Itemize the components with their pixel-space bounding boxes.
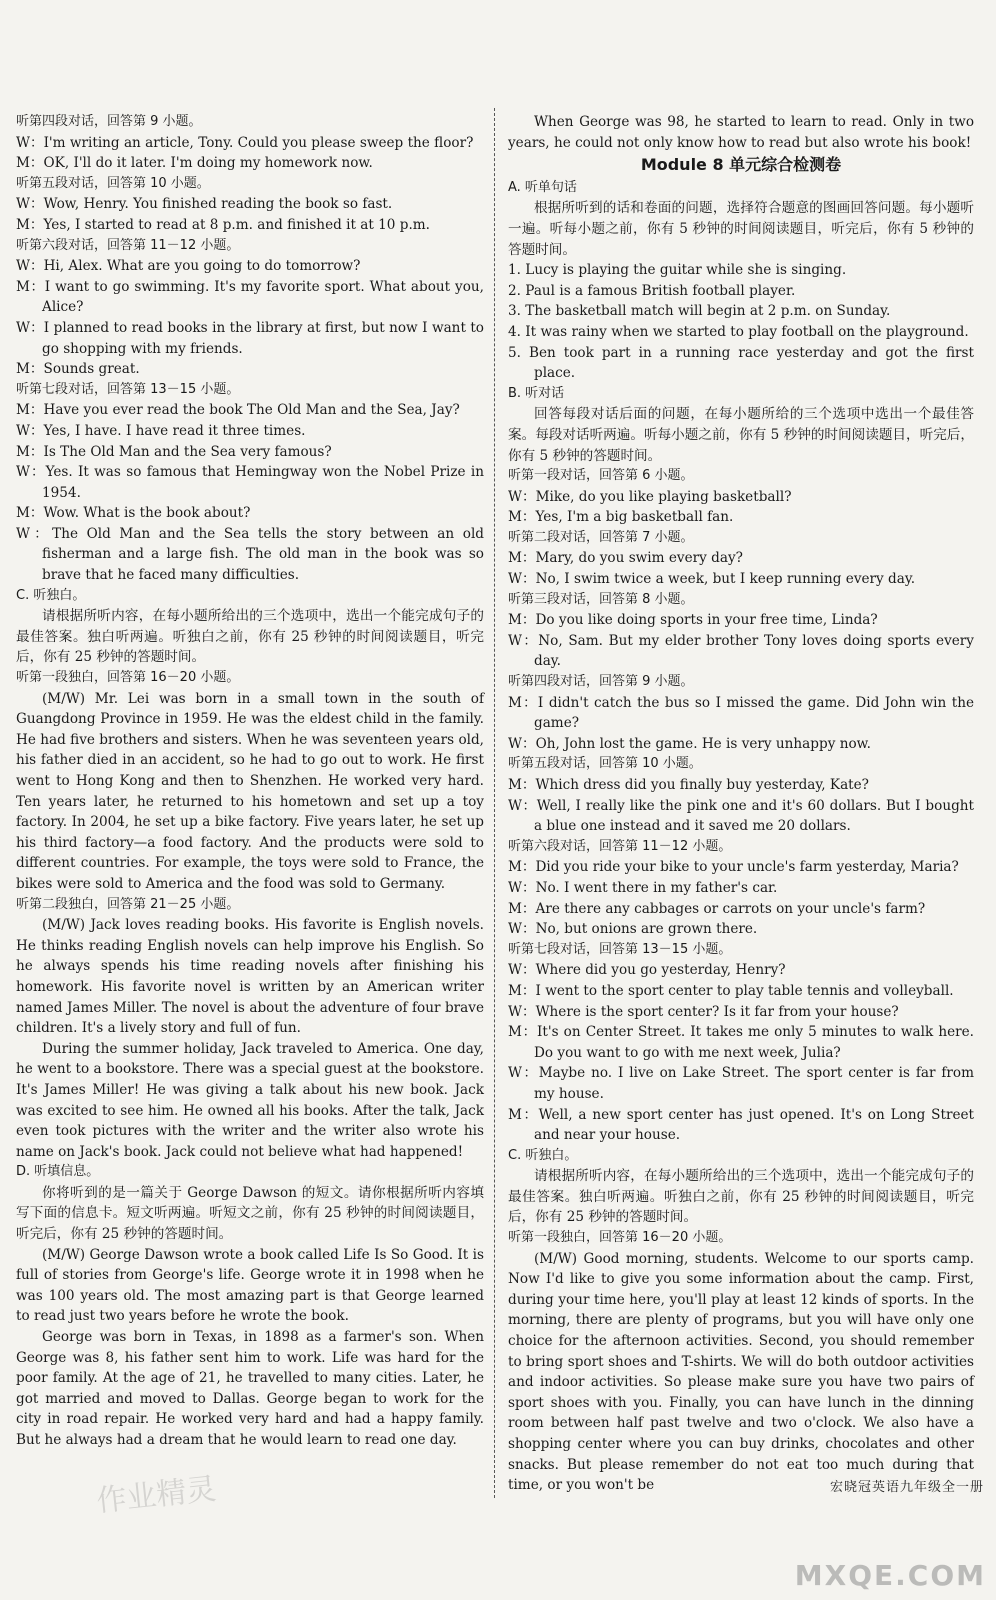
section-heading: 听第七段对话，回答第 13－15 小题。 [16, 381, 240, 397]
dialogue-line: W：Well, I really like the pink one and it's 60 dollars. But I bought a blue one instead and it saved me 20 dollars. [508, 797, 974, 835]
paragraph: 根据所听到的话和卷面的问题，选择符合题意的图画回答问题。每小题听一遍。听每小题之前，你有 5 秒钟的时间阅读题目，听完后，你有 5 秒钟的答题时间。 [508, 200, 974, 258]
section-heading: 听第一段对话，回答第 6 小题。 [508, 468, 694, 484]
dialogue-line: M：I want to go swimming. It's my favorite sport. What about you, Alice? [16, 278, 484, 316]
dialogue-line: M：It's on Center Street. It takes me only 5 minutes to walk here. Do you want to go with me next week, Julia? [508, 1024, 974, 1061]
dialogue-line: W：No. I went there in my father's car. [508, 879, 778, 896]
paragraph: 请根据所听内容，在每小题所给出的三个选项中，选出一个能完成句子的最佳答案。独白听两遍。听独白之前，你有 25 秒钟的时间阅读题目，听完后，你有 25 秒钟的答题时间。 [508, 1168, 974, 1226]
section-heading: 听第四段对话，回答第 9 小题。 [16, 114, 202, 129]
dialogue-line: M：OK, I'll do it later. I'm doing my homework now. [16, 155, 373, 172]
dialogue-line: 3. The basketball match will begin at 2 p.m. on Sunday. [508, 303, 891, 320]
dialogue-line: M：I went to the sport center to play table tennis and volleyball. [508, 982, 954, 999]
right-body [508, 178, 974, 1496]
paragraph: 你将听到的是一篇关于 George Dawson 的短文。请你根据所听内容填写下面的信息卡。短文听两遍。听短文之前，你有 25 秒钟的时间阅读题目，听完后，你有 25 秒钟的答题时间。 [16, 1184, 484, 1243]
dialogue-line: W：Yes, I have. I have read it three times. [16, 422, 306, 439]
section-heading: B. 听对话 [508, 385, 565, 401]
section-heading: 听第二段对话，回答第 7 小题。 [508, 529, 694, 545]
paragraph: (M/W) Mr. Lei was born in a small town in the south of Guangdong Province in 1959. He was the eldest child in the family. He had five brothers and sisters. When he was seventeen years old, his father died in an accident, so he had to go out to work. He first went to Hong Kong and then to Shenzhen. He worked very hard. Ten years later, he returned to his hometown and set up a toy factory. In 2004, he set up a bike factory. Five years later, he set up his third factory—a food factory. And the products were sold to different countries. For example, the toys were sold to France, the bikes were sold to America and the food was sold to Germany. [16, 690, 484, 892]
dialogue-line: M：Which dress did you finally buy yesterday, Kate? [508, 777, 869, 793]
dialogue-line: 5. Ben took part in a running race yesterday and got the first place. [508, 344, 974, 382]
dialogue-line: M：Mary, do you swim every day? [508, 550, 743, 567]
dialogue-line: 4. It was rainy when we started to play football on the playground. [508, 323, 969, 340]
paragraph: George was born in Texas, in 1898 as a farmer's son. When George was 8, his father sent him to work. Life was hard for the poor family. At the age of 21, he travelled to many cities. Later, he got married and moved to Dallas. George began to work for the city in road repair. He worked very hard and had a happy family. But he always had a dream that he would learn to read one day. [16, 1329, 484, 1448]
dialogue-line: M：Is The Old Man and the Sea very famous? [16, 443, 332, 460]
dialogue-line: M：Have you ever read the book The Old Man and the Sea, Jay? [16, 402, 460, 419]
left-column [16, 112, 484, 1451]
section-heading: 听第四段对话，回答第 9 小题。 [508, 674, 694, 690]
right-top-text [508, 112, 974, 153]
right-column [508, 112, 974, 1496]
section-heading: 听第五段对话，回答第 10 小题。 [508, 756, 702, 772]
dialogue-line: W：Mike, do you like playing basketball? [508, 488, 792, 505]
dialogue-line: 2. Paul is a famous British football player. [508, 282, 796, 299]
section-heading: 听第七段对话，回答第 13－15 小题。 [508, 941, 732, 957]
dialogue-line: W：Hi, Alex. What are you going to do tomorrow? [16, 258, 361, 275]
dialogue-line: M：Well, a new sport center has just opened. It's on Long Street and near your house. [508, 1106, 974, 1144]
section-heading: C. 听独白。 [16, 587, 86, 603]
section-heading: D. 听填信息。 [16, 1164, 100, 1180]
section-heading: 听第一段独白，回答第 16－20 小题。 [508, 1230, 732, 1246]
dialogue-line: W：No, I swim twice a week, but I keep running every day. [508, 571, 916, 588]
paragraph: (M/W) Jack loves reading books. His favorite is English novels. He thinks reading English novels can help improve his English. So he always spends his time reading novels after finishing his homework. His favorite novel is written by an American writer named James Miller. The novel is about the adventure of four brave children. It's a lively story and full of fun. [16, 917, 484, 1037]
footer-book-title: 宏晓冠英语九年级全一册 [829, 1480, 984, 1495]
dialogue-line: M：I didn't catch the bus so I missed the game. Did John win the game? [508, 694, 974, 732]
dialogue-line: M：Yes, I started to read at 8 p.m. and finished it at 10 p.m. [16, 216, 431, 233]
section-heading: 听第三段对话，回答第 8 小题。 [508, 591, 694, 607]
section-heading: C. 听独白。 [508, 1147, 578, 1163]
paragraph: (M/W) George Dawson wrote a book called Life Is So Good. It is full of stories from George's life. George wrote it in 1998 when he was 100 years old. The most amazing part is that George learned to read just two years before he wrote the book. [16, 1246, 484, 1325]
section-heading: 听第五段对话，回答第 10 小题。 [16, 175, 210, 191]
watermark-left: 作业精灵 [94, 1471, 218, 1520]
dialogue-line: M：Wow. What is the book about? [16, 505, 251, 522]
dialogue-line: W：Yes. It was so famous that Hemingway won the Nobel Prize in 1954. [16, 464, 484, 501]
dialogue-line: M：Are there any cabbages or carrots on your uncle's farm? [508, 900, 926, 917]
dialogue-line: 1. Lucy is playing the guitar while she is singing. [508, 262, 847, 279]
section-heading: A. 听单句话 [508, 179, 577, 195]
dialogue-line: W：The Old Man and the Sea tells the story between an old fisherman and a large fish. The old man in the book was so brave that he faced many difficulties. [16, 525, 484, 584]
paragraph: 回答每段对话后面的问题，在每小题所给的三个选项中选出一个最佳答案。每段对话听两遍。听每小题之前，你有 5 秒钟的时间阅读题目，听完后，你有 5 秒钟的答题时间。 [508, 406, 974, 464]
section-heading: 听第一段独白，回答第 16－20 小题。 [16, 670, 240, 686]
paragraph: (M/W) Good morning, students. Welcome to our sports camp. Now I'd like to give you some information about the camp. First, during your time here, you'll play at least 12 kinds of sports. In the morning, there are plenty of programs, but you will have only one choice for the afternoon activities. Second, you should remember to bring sport shoes and T-shirts. We will do both outdoor activities and indoor activities. So please make sure you have two pairs of sport shoes with you. Finally, you can have lunch in the dinning room between half past twelve and two o'clock. We also have a shopping center where you can buy drinks, chocolates and other snacks. But please remember do not eat too much during that time, or you won't be [508, 1250, 974, 1494]
column-divider [494, 108, 495, 1498]
section-heading: 听第六段对话，回答第 11－12 小题。 [508, 838, 732, 854]
dialogue-line: M：Did you ride your bike to your uncle's farm yesterday, Maria? [508, 859, 959, 876]
dialogue-line: W：I planned to read books in the library at first, but now I want to go shopping with my friends. [16, 319, 484, 357]
module-title: Module 8 单元综合检测卷 [640, 155, 842, 175]
dialogue-line: M：Do you like doing sports in your free time, Linda? [508, 612, 878, 629]
watermark-right: MXQE.COM [794, 1559, 986, 1592]
section-heading: 听第六段对话，回答第 11－12 小题。 [16, 237, 240, 253]
dialogue-line: W：Where did you go yesterday, Henry? [508, 962, 786, 979]
dialogue-line: W：Oh, John lost the game. He is very unhappy now. [508, 735, 871, 752]
dialogue-line: W：Wow, Henry. You finished reading the book so fast. [16, 196, 393, 213]
dialogue-line: W：No, but onions are grown there. [508, 921, 758, 938]
paragraph: When George was 98, he started to learn to read. Only in two years, he could not only know how to read but also wrote his book! [508, 114, 974, 151]
dialogue-line: W：I'm writing an article, Tony. Could you please sweep the floor? [16, 134, 474, 151]
paragraph: During the summer holiday, Jack traveled to America. One day, he went to a bookstore. There was a special guest at the bookstore. It's James Miller! He was giving a talk about his new book. Jack was excited to see him. He owned all his books. After the talk, Jack even took pictures with the writer and the writer also wrote his name on Jack's book. Jack could not believe what had happened! [16, 1040, 484, 1160]
dialogue-line: W：Maybe no. I live on Lake Street. The sport center is far from my house. [508, 1065, 974, 1102]
dialogue-line: W：No, Sam. But my elder brother Tony loves doing sports every day. [508, 632, 974, 670]
dialogue-line: W：Where is the sport center? Is it far from your house? [508, 1003, 899, 1020]
paragraph: 请根据所听内容，在每小题所给出的三个选项中，选出一个能完成句子的最佳答案。独白听两遍。听独白之前，你有 25 秒钟的时间阅读题目，听完后，你有 25 秒钟的答题时间。 [16, 608, 484, 666]
section-heading: 听第二段独白，回答第 21－25 小题。 [16, 896, 240, 912]
dialogue-line: M：Sounds great. [16, 361, 140, 378]
dialogue-line: M：Yes, I'm a big basketball fan. [508, 509, 734, 526]
